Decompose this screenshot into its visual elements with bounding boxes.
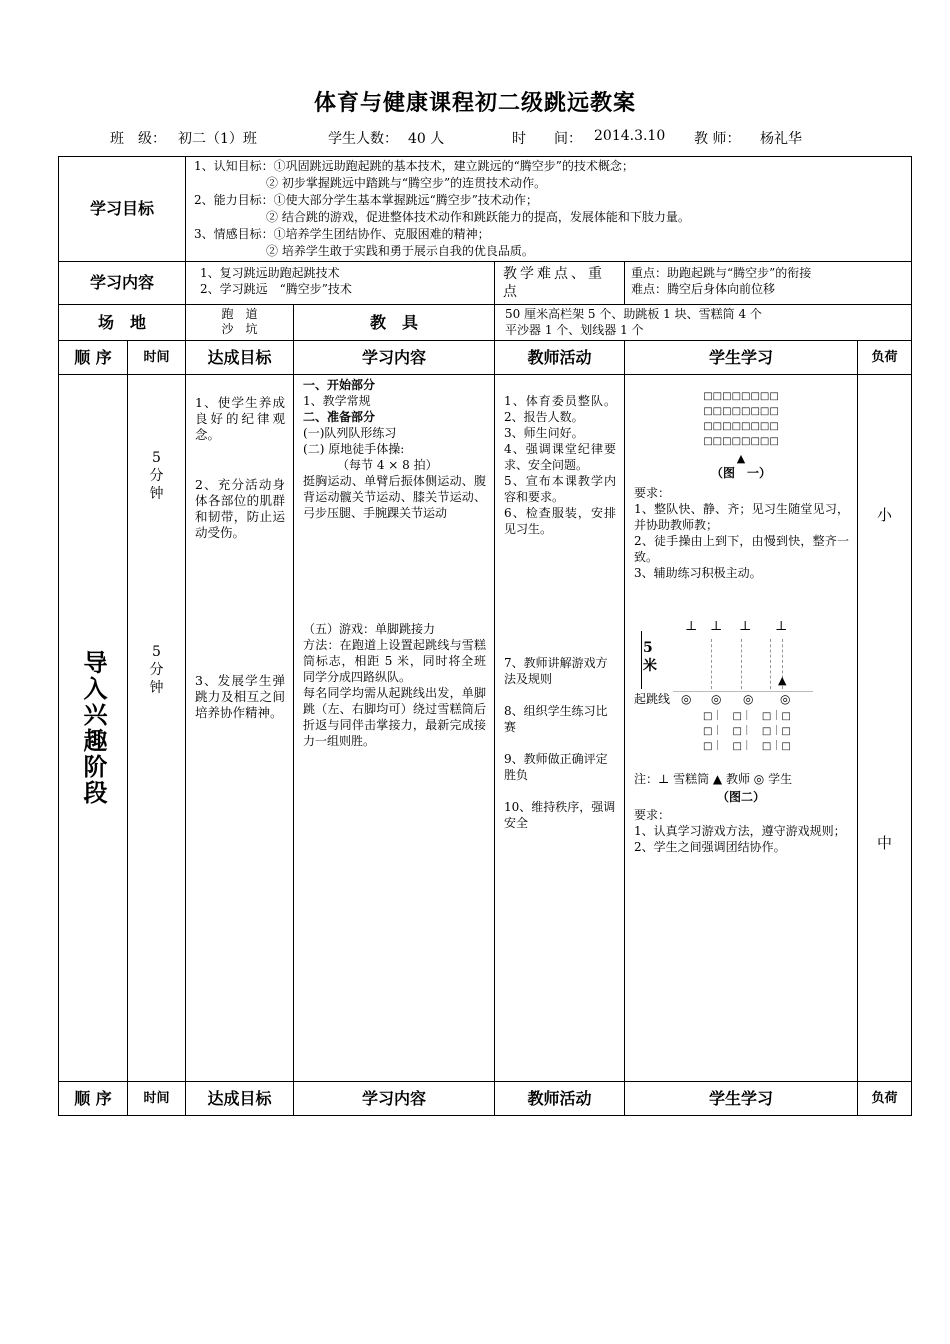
cone-icon: ⊥ bbox=[710, 619, 723, 634]
content-line: 方法：在跑道上设置起跳线与雪糕筒标志，相距 5 米，同时将全班同学分成四路纵队。 bbox=[303, 638, 487, 684]
requirements-label: 要求： bbox=[634, 808, 671, 822]
student-mark: □ bbox=[781, 711, 791, 722]
content-line: 挺胸运动、单臂后振体侧运动、腹背运动髋关节运动、膝关节运动、弓步压腿、手腕踝关节运动 bbox=[303, 474, 487, 520]
difficulty-label: 教学难点、重点 bbox=[495, 262, 625, 305]
equipment-label: 教 具 bbox=[294, 305, 495, 341]
student-mark: □ bbox=[703, 741, 713, 752]
goals-cell bbox=[186, 375, 294, 1082]
goal-3: 3、发展学生弹跳力及相互之间培养协作精神。 bbox=[195, 673, 286, 720]
formation-row: □□□□□□□□ bbox=[703, 421, 779, 432]
teacher-item: 10、维持秩序，强调安全 bbox=[504, 800, 616, 830]
student-mark: □ bbox=[761, 726, 772, 737]
objective-line: 1、认知目标：①巩固跳远助跑起跳的基本技术，建立跳远的“腾空步”的技术概念； bbox=[194, 159, 634, 173]
student-mark: □ bbox=[703, 711, 713, 722]
distance-label: 5 米 bbox=[643, 640, 658, 674]
section-heading: 一、开始部分 bbox=[303, 378, 376, 392]
content-line: (二) 原地徒手体操: bbox=[303, 442, 405, 456]
time-2: 5 分 钟 bbox=[149, 644, 164, 696]
teacher-value: 杨礼华 bbox=[760, 131, 802, 147]
venue-text bbox=[186, 305, 294, 341]
content-cell bbox=[294, 375, 495, 1082]
stage-name: 导入兴趣阶段 bbox=[79, 650, 107, 806]
content-line: (一)队列队形练习 bbox=[303, 426, 397, 440]
equipment-line: 50 厘米高栏架 5 个、助跳板 1 块、雪糕筒 4 个 bbox=[505, 307, 762, 321]
venue-label: 场 地 bbox=[59, 305, 186, 341]
formation-row: □□□□□□□□ bbox=[703, 391, 779, 402]
venue-line: 跑 道 bbox=[221, 307, 258, 321]
requirements-1 bbox=[634, 485, 849, 581]
equipment-line: 平沙器 1 个、划线器 1 个 bbox=[505, 323, 644, 337]
lesson-plan-table bbox=[58, 156, 912, 1116]
goal-1: 1、使学生养成良好的纪律观念。 bbox=[195, 395, 286, 442]
figure-2-legend: 注：⊥ 雪糕筒 ▲ 教师 ◎ 学生 bbox=[634, 772, 793, 786]
time-value: 2014.3.10 bbox=[594, 128, 666, 144]
content-label: 学习内容 bbox=[59, 262, 186, 305]
cone-icon: ⊥ bbox=[685, 619, 698, 634]
requirement-item: 2、徒手操由上到下，由慢到快，整齐一致。 bbox=[634, 534, 850, 564]
col-order: 顺 序 bbox=[59, 1082, 128, 1116]
column-header-row bbox=[59, 341, 912, 375]
requirements-2 bbox=[634, 807, 849, 855]
col-time: 时间 bbox=[128, 1082, 186, 1116]
content-text bbox=[186, 262, 495, 305]
student-mark: □ bbox=[732, 741, 742, 752]
student-mark: □ bbox=[781, 726, 791, 737]
requirement-item: 1、整队快、静、齐；见习生随堂见习，并协助教师教； bbox=[634, 502, 850, 532]
objectives-label: 学习目标 bbox=[59, 157, 186, 262]
students-value: 40 人 bbox=[408, 131, 445, 147]
teacher-item: 7、教师讲解游戏方法及规则 bbox=[504, 656, 608, 686]
requirements-label: 要求： bbox=[634, 486, 671, 500]
content-part-2 bbox=[303, 621, 486, 749]
objective-line: ② 初步掌握跳远中踏跳与“腾空步”的连贯技术动作。 bbox=[194, 176, 547, 190]
objective-line: ② 培养学生敢于实践和勇于展示自我的优良品质。 bbox=[194, 244, 534, 258]
page-title: 体育与健康课程初二级跳远教案 bbox=[313, 91, 636, 116]
student-mark: □ bbox=[703, 726, 713, 737]
figure-2-caption: （图二） bbox=[717, 790, 766, 804]
col-content: 学习内容 bbox=[294, 1082, 495, 1116]
objective-line: 2、能力目标：①使大部分学生基本掌握跳远“腾空步”技术动作； bbox=[194, 193, 538, 207]
teacher-item: 6、检查服装，安排见习生。 bbox=[504, 506, 617, 536]
requirement-item: 3、辅助练习积极主动。 bbox=[634, 566, 762, 580]
col-time: 时间 bbox=[128, 341, 186, 375]
students-label: 学生人数： bbox=[328, 131, 398, 147]
student-marker-icon: ◎ bbox=[743, 692, 754, 706]
teacher-part-1 bbox=[504, 393, 616, 537]
time-1: 5 分 钟 bbox=[149, 450, 164, 502]
objective-line: ② 结合跳的游戏，促进整体技术动作和跳跃能力的提高，发展体能和下肢力量。 bbox=[194, 210, 690, 224]
content-line: 2、学习跳远 “腾空步”技术 bbox=[200, 282, 352, 296]
teacher-item: 9、教师做正确评定胜负 bbox=[504, 752, 608, 782]
student-columns: □｜ □｜ □｜□ □｜ □｜ □｜□ □｜ □｜ □｜□ bbox=[703, 711, 791, 752]
student-mark: □ bbox=[761, 711, 772, 722]
teacher-cell bbox=[495, 375, 625, 1082]
time-label: 时 间： bbox=[512, 131, 582, 147]
teacher-item: 4、强调课堂纪律要求、安全问题。 bbox=[504, 442, 617, 472]
teacher-label: 教 师： bbox=[694, 131, 741, 147]
col-order: 顺 序 bbox=[59, 341, 128, 375]
student-mark: □ bbox=[732, 726, 742, 737]
column-footer-row bbox=[59, 1082, 912, 1116]
objectives-text bbox=[186, 157, 912, 262]
figure-2-diagram bbox=[625, 619, 858, 799]
key-points bbox=[625, 262, 912, 305]
col-goal: 达成目标 bbox=[186, 341, 294, 375]
hard-point: 难点：腾空后身体向前位移 bbox=[631, 282, 776, 296]
col-student: 学生学习 bbox=[625, 341, 858, 375]
load-cell bbox=[858, 375, 912, 1082]
info-line bbox=[0, 128, 950, 148]
teacher-item: 1、体育委员整队。2、报告人数。 bbox=[504, 394, 617, 424]
content-line: （五）游戏：单脚跳接力 bbox=[303, 622, 436, 636]
student-cell bbox=[625, 375, 858, 1082]
cone-icon: ⊥ bbox=[739, 619, 752, 634]
col-teacher: 教师活动 bbox=[495, 341, 625, 375]
teacher-item: 3、师生问好。 bbox=[504, 426, 584, 440]
goal-2: 2、充分活动身体各部位的肌群和韧带，防止运动受伤。 bbox=[195, 477, 286, 540]
venue-line: 沙 坑 bbox=[221, 322, 258, 336]
formation-row: □□□□□□□□ bbox=[703, 406, 779, 417]
stage-row bbox=[59, 375, 912, 1082]
content-part-1 bbox=[303, 377, 486, 521]
col-load: 负荷 bbox=[858, 1082, 912, 1116]
teacher-item: 8、组织学生练习比赛 bbox=[504, 704, 608, 734]
content-line: 1、教学常规 bbox=[303, 394, 371, 408]
section-heading: 二、准备部分 bbox=[303, 410, 376, 424]
col-student: 学生学习 bbox=[625, 1082, 858, 1116]
student-mark: □ bbox=[761, 741, 772, 752]
requirement-item: 2、学生之间强调团结协作。 bbox=[634, 840, 786, 854]
load-low: 小 bbox=[877, 506, 893, 524]
requirement-item: 1、认真学习游戏方法，遵守游戏规则； bbox=[634, 824, 846, 838]
key-point: 重点：助跑起跳与“腾空步”的衔接 bbox=[631, 266, 812, 280]
teacher-marker-icon: ▲ bbox=[736, 452, 746, 465]
col-goal: 达成目标 bbox=[186, 1082, 294, 1116]
content-line: 每名同学均需从起跳线出发，单脚跳（左、右脚均可）绕过雪糕筒后折返与同伴击掌接力，最新完成接力一组则胜。 bbox=[303, 686, 487, 748]
formation-row: □□□□□□□□ bbox=[703, 436, 779, 447]
class-value: 初二（1）班 bbox=[178, 131, 257, 147]
student-marker-icon: ◎ bbox=[780, 692, 791, 706]
figure-1-formation bbox=[625, 389, 857, 481]
time-cell bbox=[128, 375, 186, 1082]
cone-icon: ⊥ bbox=[775, 619, 788, 634]
teacher-item: 5、宣布本课教学内容和要求。 bbox=[504, 474, 617, 504]
col-teacher: 教师活动 bbox=[495, 1082, 625, 1116]
objective-line: 3、情感目标：①培养学生团结协作、克服困难的精神； bbox=[194, 227, 490, 241]
student-mark: □ bbox=[732, 711, 742, 722]
student-marker-icon: ◎ bbox=[681, 692, 692, 706]
stage-cell bbox=[59, 375, 128, 1082]
col-load: 负荷 bbox=[858, 341, 912, 375]
equipment-text bbox=[495, 305, 912, 341]
content-line: 1、复习跳远助跑起跳技术 bbox=[200, 266, 340, 280]
figure-1-caption: （图 一） bbox=[711, 466, 772, 480]
col-content: 学习内容 bbox=[294, 341, 495, 375]
teacher-marker-icon: ▲ bbox=[778, 674, 787, 687]
student-mark: □ bbox=[781, 741, 791, 752]
teacher-part-2 bbox=[504, 655, 616, 831]
start-line-label: 起跳线 bbox=[634, 692, 671, 706]
class-label: 班 级： bbox=[110, 131, 166, 147]
content-line: （每节 4 × 8 拍） bbox=[337, 458, 438, 472]
student-marker-icon: ◎ bbox=[711, 692, 722, 706]
load-medium: 中 bbox=[877, 834, 893, 852]
